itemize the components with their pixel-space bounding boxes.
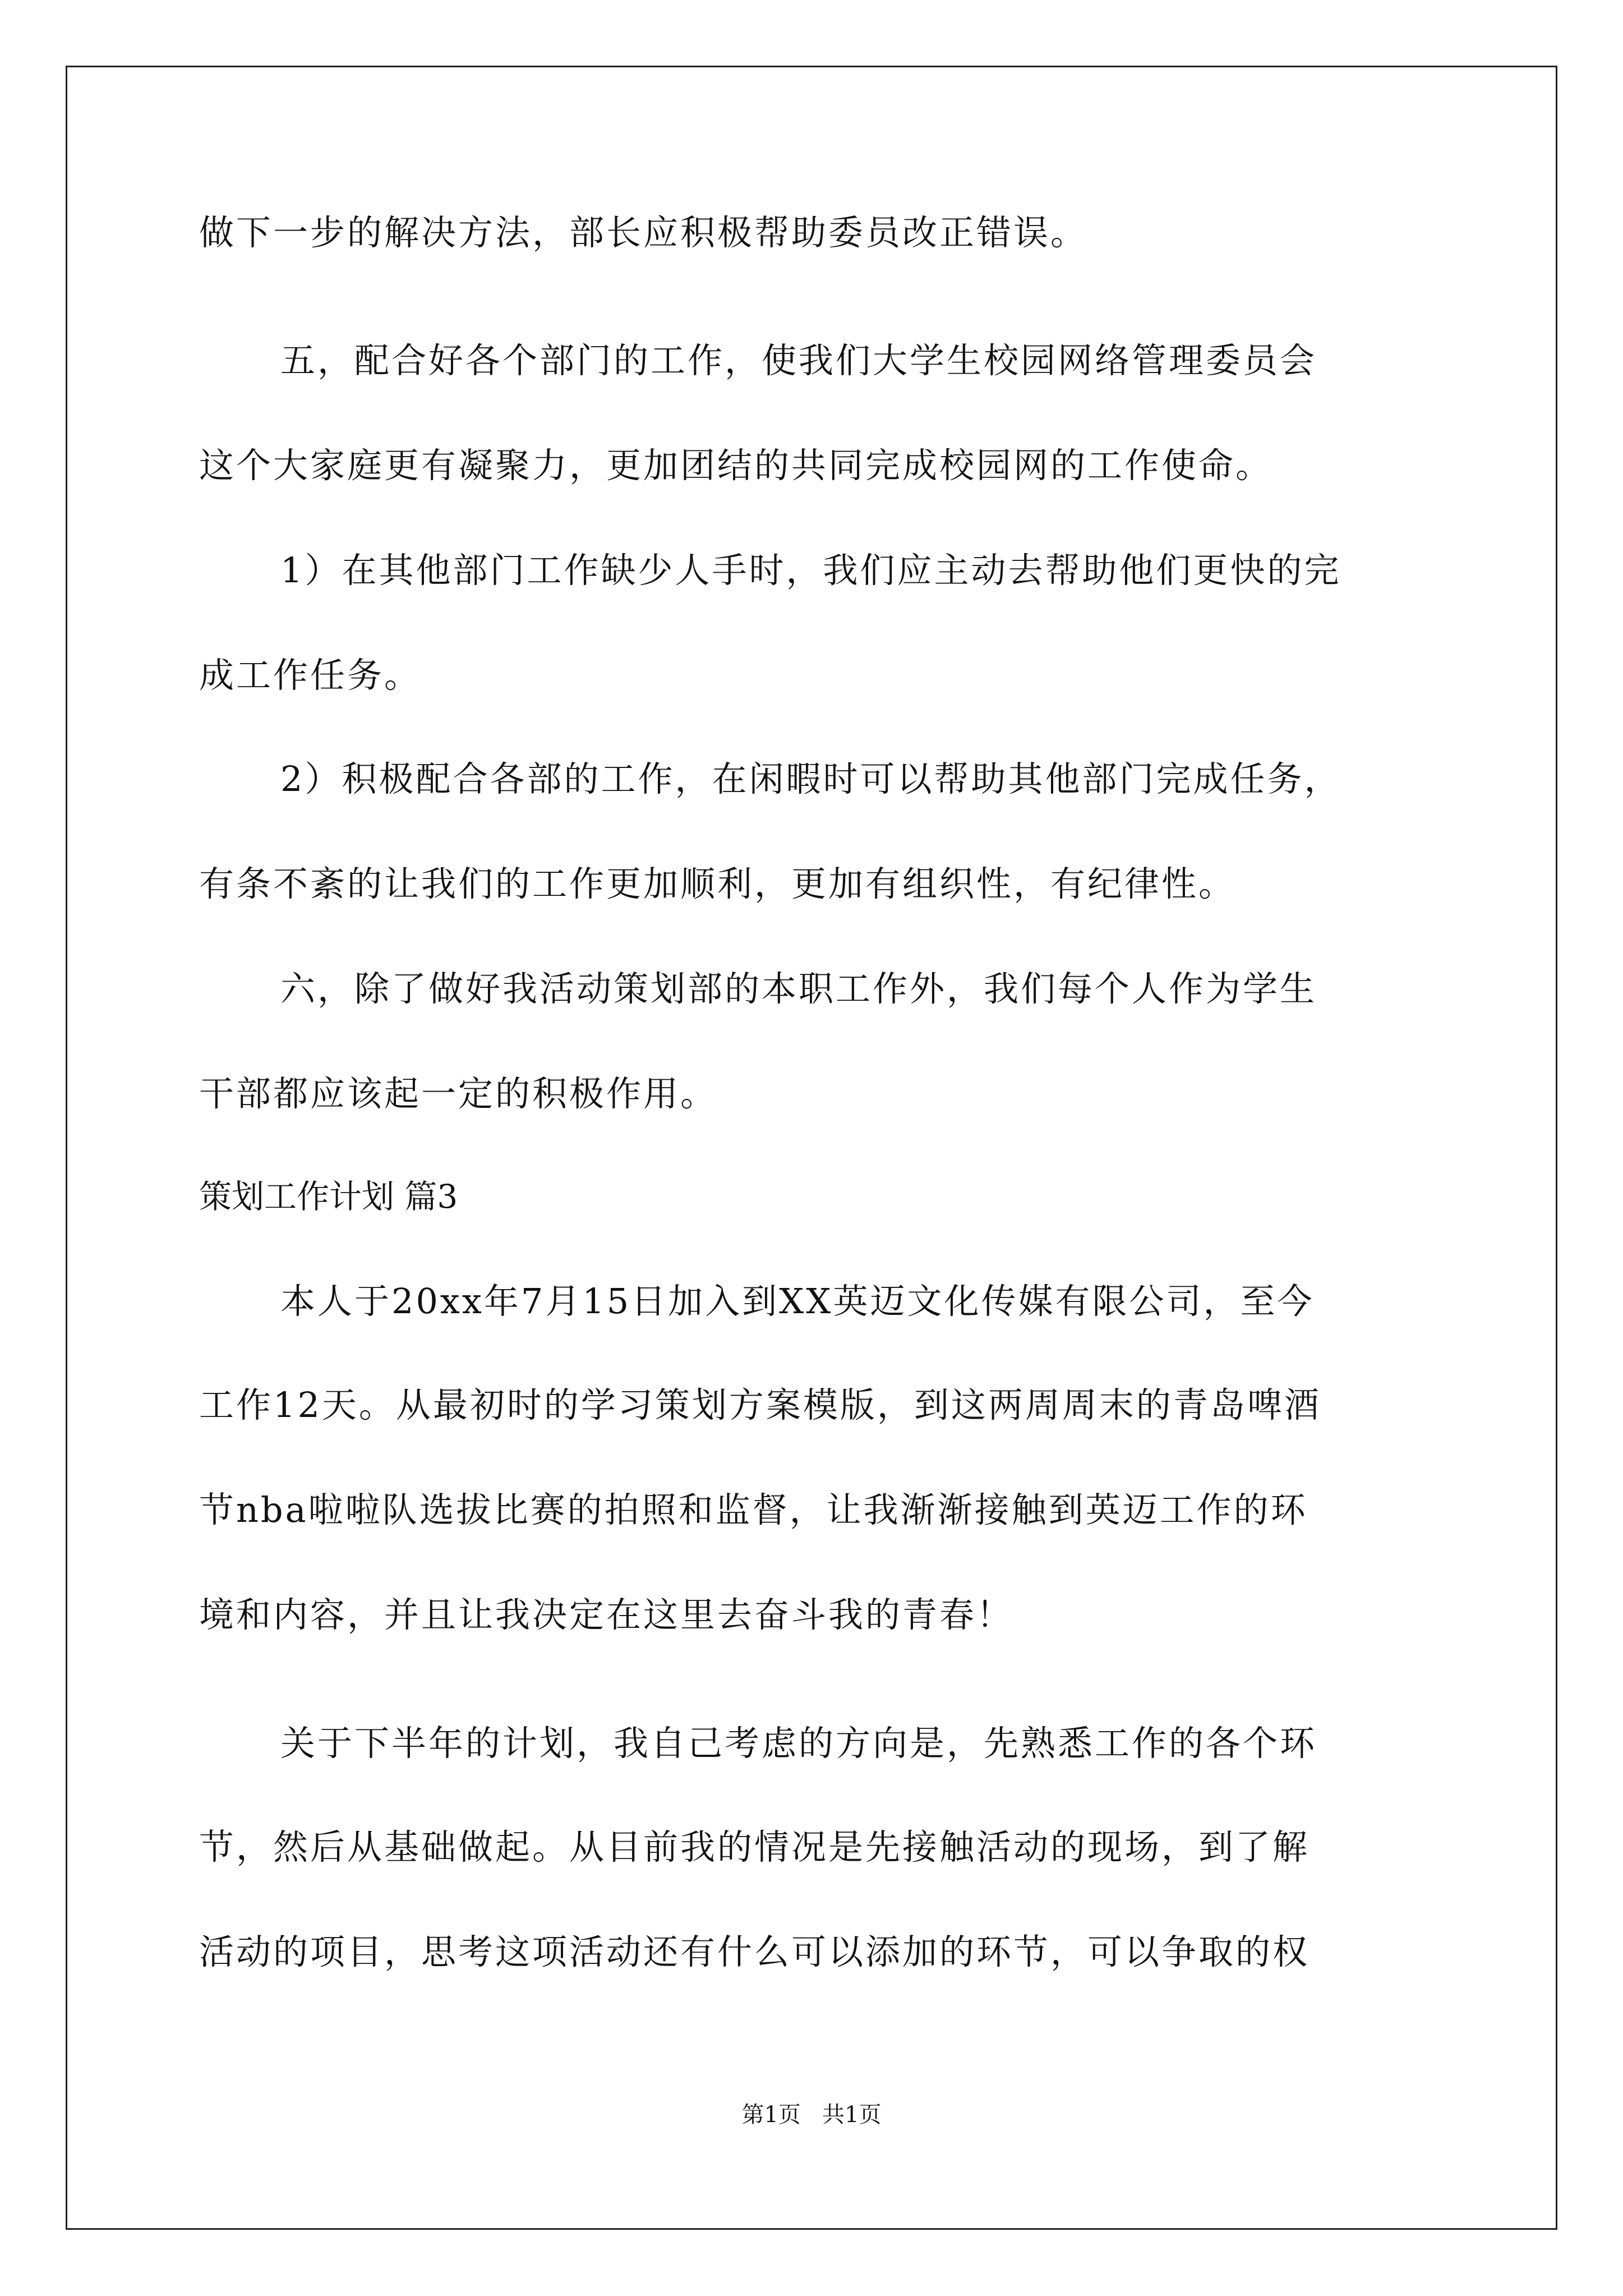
page-border	[66, 66, 1557, 2230]
body-line-8: 六，除了做好我活动策划部的本职工作外，我们每个人作为学生	[280, 968, 1317, 1009]
body-line-14: 关于下半年的计划，我自己考虑的方向是，先熟悉工作的各个环	[280, 1723, 1317, 1764]
body-line-13: 境和内容，并且让我决定在这里去奋斗我的青春！	[199, 1594, 1014, 1635]
body-line-11: 工作12天。从最初时的学习策划方案模版，到这两周周末的青岛啤酒	[199, 1384, 1321, 1425]
body-line-12: 节nba啦啦队选拔比赛的拍照和监督，让我渐渐接触到英迈工作的环	[199, 1489, 1308, 1530]
body-line-10: 本人于20xx年7月15日加入到XX英迈文化传媒有限公司，至今	[280, 1281, 1315, 1322]
page-footer: 第1页 共1页	[741, 2102, 882, 2128]
body-line-9: 干部都应该起一定的积极作用。	[199, 1073, 718, 1114]
body-line-7: 有条不紊的让我们的工作更加顺利，更加有组织性，有纪律性。	[199, 863, 1236, 904]
body-line-15: 节，然后从基础做起。从目前我的情况是先接触活动的现场，到了解	[199, 1826, 1310, 1867]
body-line-5: 成工作任务。	[199, 655, 422, 696]
body-line-1: 做下一步的解决方法，部长应积极帮助委员改正错误。	[199, 212, 1088, 253]
body-line-4: 1）在其他部门工作缺少人手时，我们应主动去帮助他们更快的完	[280, 550, 1341, 591]
section-heading: 策划工作计划 篇3	[199, 1177, 458, 1216]
body-line-16: 活动的项目，思考这项活动还有什么可以添加的环节，可以争取的权	[199, 1931, 1310, 1972]
body-line-3: 这个大家庭更有凝聚力，更加团结的共同完成校园网的工作使命。	[199, 445, 1273, 486]
body-line-2: 五，配合好各个部门的工作，使我们大学生校园网络管理委员会	[280, 340, 1317, 381]
body-line-6: 2）积极配合各部的工作，在闲暇时可以帮助其他部门完成任务，	[280, 758, 1341, 799]
